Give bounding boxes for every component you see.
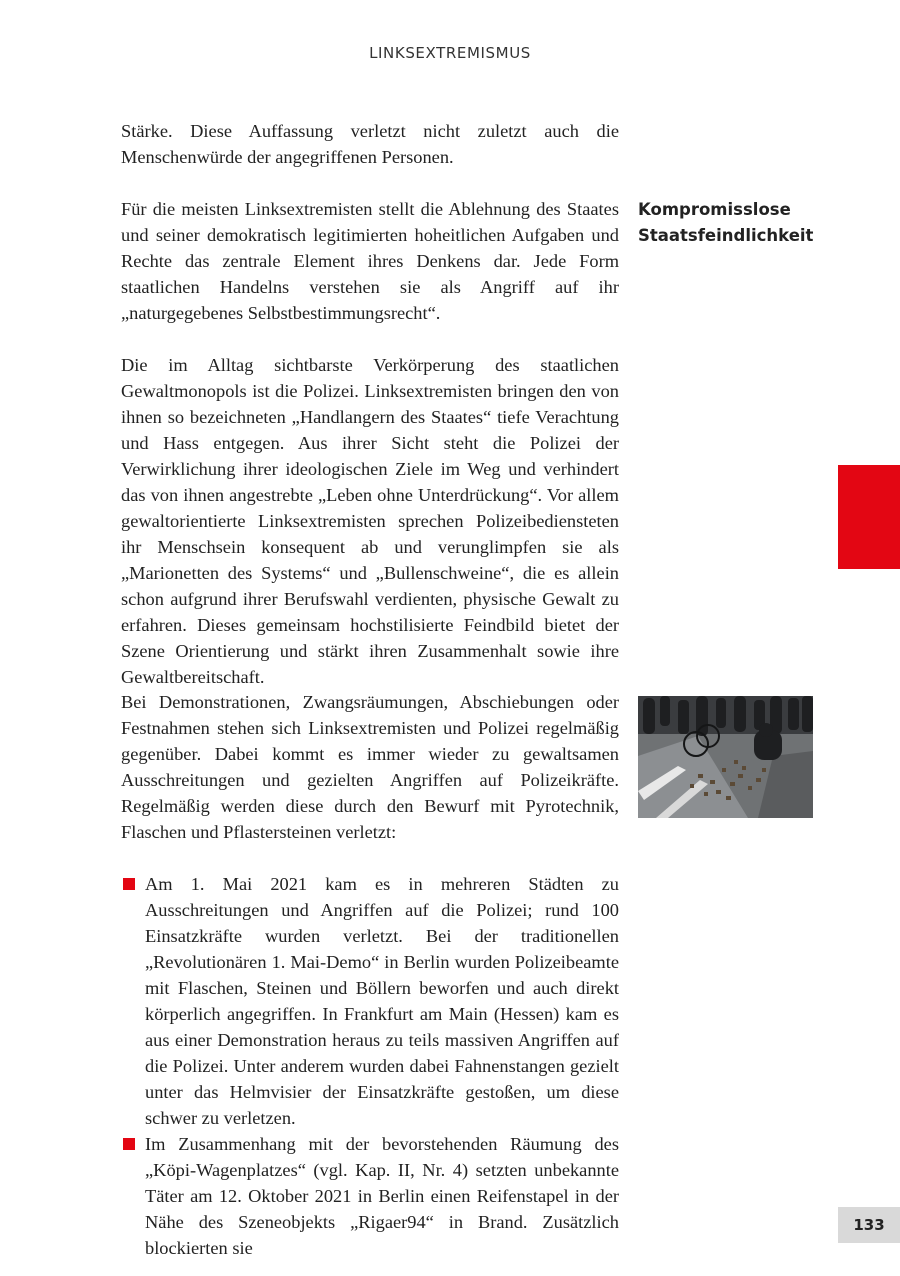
- body-paragraph-3: Die im Alltag sichtbarste Verkörperung des staatlichen Gewaltmonopols ist die Polizei. Linksextremisten bringen den von ihnen so bezeichneten „Handlangern des Staates“ tiefe Verachtung und Hass entgegen. Aus ihrer Sicht steht die Polizei der Verwirklichung ihrer ideologischen Ziele im Weg und verhindert das von ihnen angestrebte „Leben ohne Unterdrückung“. Vor allem gewaltorientierte Linksextremisten sprechen Polizeibediensteten ihr Menschsein konsequent ab und verunglimpfen sie als „Marionetten des Systems“ und „Bullenschweine“, die es allein schon aufgrund ihrer Berufswahl verdienten, physische Gewalt zu erfahren. Dieses gemeinsam hochstilisierte Feindbild bietet der Szene Orientierung und stärkt ihren Zusammenhalt sowie ihre Gewaltbereitschaft.: [121, 355, 619, 687]
- red-square-bullet-icon: [123, 1138, 135, 1150]
- body-paragraph-2: Für die meisten Linksextremisten stellt die Ablehnung des Staates und seiner demokratisch legitimierten hoheitlichen Aufgaben und Rechte das zentrale Element ihres Denkens dar. Jede Form staatlichen Handelns verstehen sie als Angriff auf ihr „naturgegebenes Selbstbestimmungsrecht“.: [121, 199, 619, 323]
- body-paragraph-4: Bei Demonstrationen, Zwangsräumungen, Abschiebungen oder Festnahmen stehen sich Linksextremisten und Polizei regelmäßig gegenüber. Dabei kommt es immer wieder zu gewaltsamen Ausschreitungen und gezielten Angriffen auf Polizeikräfte. Regelmäßig werden diese durch den Bewurf mit Pyrotechnik, Flaschen und Pflastersteinen verletzt:: [121, 692, 619, 842]
- chapter-marker-tab: [838, 465, 900, 569]
- list-item: Am 1. Mai 2021 kam es in mehreren Städten zu Ausschreitungen und Angriffen auf die Polizei; rund 100 Einsatzkräfte wurden verletzt. Bei der traditionellen „Revolutionären 1. Mai-Demo“ in Berlin wurden Polizeibeamte mit Flaschen, Steinen und Böllern beworfen und auch direkt körperlich angegriffen. In Frankfurt am Main (Hessen) kam es aus einer Demonstration heraus zu teils massiven Angriffen auf die Polizei. Unter anderem wurden dabei Fahnenstangen gezielt unter das Helmvisier der Einsatzkräfte gestoßen, um diese schwer zu verletzen.: [121, 871, 619, 1131]
- margin-heading-line-1: Kompromisslose: [638, 200, 791, 219]
- protest-photo-illustration: [638, 696, 813, 818]
- list-item: Im Zusammenhang mit der bevorstehenden Räumung des „Köpi-Wagenplatzes“ (vgl. Kap. II, Nr. 4) setzten unbekannte Täter am 12. Oktober 2021 in Berlin einen Reifenstapel in der Nähe des Szeneobjekts „Rigaer94“ in Brand. Zusätzlich blockierten sie: [121, 1131, 619, 1261]
- incident-list: [121, 871, 619, 1261]
- margin-heading-line-2: Staatsfeindlichkeit: [638, 226, 814, 245]
- body-paragraph-1: Stärke. Diese Auffassung verletzt nicht zuletzt auch die Menschenwürde der angegriffenen Personen.: [121, 121, 619, 167]
- protest-photo: [638, 696, 813, 818]
- page-number: 133: [838, 1207, 900, 1243]
- red-square-bullet-icon: [123, 878, 135, 890]
- margin-heading: [638, 197, 858, 249]
- running-header: LINKSEXTREMISMUS: [369, 44, 531, 62]
